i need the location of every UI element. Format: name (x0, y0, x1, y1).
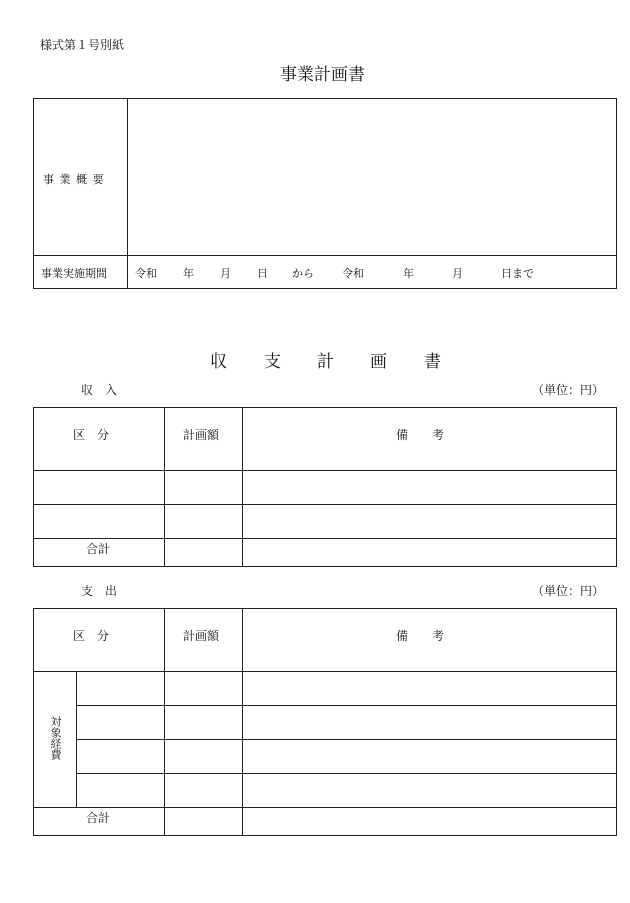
expense-header-category: 区 分 (73, 629, 110, 643)
budget-title-char: 計 (317, 352, 334, 372)
income-section-label: 収 入 (81, 383, 118, 397)
period-day-start: 日 (257, 267, 268, 280)
period-era-end: 令和 (342, 267, 364, 280)
income-header-category: 区 分 (73, 428, 110, 442)
income-row-divider (33, 538, 617, 539)
plan-title: 事業計画書 (280, 65, 365, 85)
overview-field[interactable] (130, 101, 614, 252)
income-row-divider (33, 504, 617, 505)
expense-section-label: 支 出 (81, 584, 118, 598)
budget-title-char: 収 (210, 352, 227, 372)
expense-row-divider (76, 773, 617, 774)
period-year-end: 年 (403, 267, 414, 280)
income-row-divider (33, 470, 617, 471)
form-number: 様式第１号別紙 (40, 38, 125, 52)
income-total-label: 合計 (86, 542, 111, 556)
income-col-divider (164, 407, 165, 567)
period-month-start: 月 (220, 267, 231, 280)
budget-title-char: 書 (424, 352, 441, 372)
income-row-category[interactable] (36, 508, 161, 535)
expense-row-amount[interactable] (167, 743, 239, 770)
expense-row-amount[interactable] (167, 777, 239, 804)
budget-title-char: 画 (370, 352, 387, 372)
period-era-start: 令和 (135, 267, 157, 280)
expense-row-divider (33, 671, 617, 672)
expense-row-category[interactable] (79, 777, 161, 804)
expense-row-note[interactable] (245, 675, 614, 702)
income-col-divider (242, 407, 243, 567)
plan-table-row-divider (33, 255, 617, 256)
income-row-note[interactable] (245, 474, 614, 501)
expense-row-amount[interactable] (167, 709, 239, 736)
expense-row-divider (76, 705, 617, 706)
period-day-end: 日まで (501, 267, 534, 280)
period-label: 事業実施期間 (41, 267, 107, 280)
income-unit: （単位：円） (532, 383, 605, 397)
income-header-notes: 備 考 (396, 428, 445, 442)
income-row-amount[interactable] (167, 508, 239, 535)
expense-unit: （単位：円） (532, 584, 605, 598)
expense-row-category[interactable] (79, 743, 161, 770)
budget-title-char: 支 (264, 352, 281, 372)
expense-header-amount: 計画額 (183, 629, 220, 643)
expense-row-note[interactable] (245, 709, 614, 736)
expense-row-divider (33, 807, 617, 808)
expense-col-divider (164, 608, 165, 836)
expense-group-label: 対象経費 (49, 716, 62, 760)
income-row-note[interactable] (245, 508, 614, 535)
expense-row-divider (76, 739, 617, 740)
expense-total-label: 合計 (86, 811, 111, 825)
income-row-category[interactable] (36, 474, 161, 501)
expense-col-divider (242, 608, 243, 836)
expense-row-category[interactable] (79, 675, 161, 702)
expense-row-category[interactable] (79, 709, 161, 736)
period-month-end: 月 (452, 267, 463, 280)
expense-header-notes: 備 考 (396, 629, 445, 643)
expense-row-note[interactable] (245, 743, 614, 770)
period-from: から (292, 267, 314, 280)
overview-label: 事 業 概 要 (43, 173, 105, 186)
income-row-amount[interactable] (167, 474, 239, 501)
expense-row-amount[interactable] (167, 675, 239, 702)
period-year-start: 年 (183, 267, 194, 280)
expense-row-note[interactable] (245, 777, 614, 804)
plan-table-divider (127, 98, 128, 289)
income-header-amount: 計画額 (183, 428, 220, 442)
